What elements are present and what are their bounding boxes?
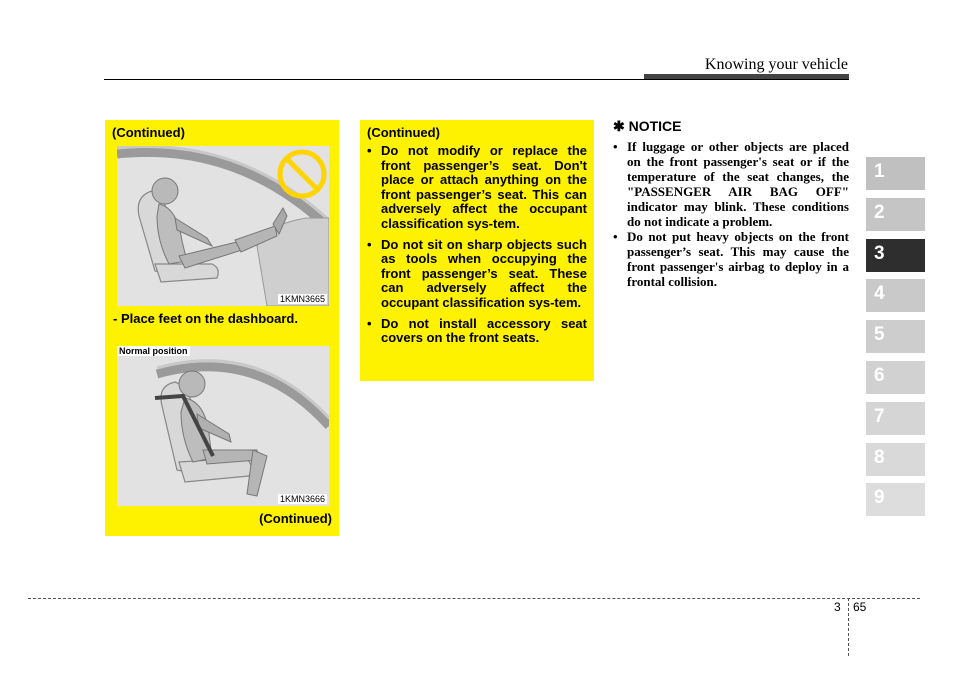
figure-code: 1KMN3665 bbox=[279, 294, 325, 304]
section-number: 3 bbox=[834, 600, 841, 614]
chapter-tabs bbox=[866, 157, 925, 524]
prohibition-icon bbox=[117, 146, 329, 306]
illustration-feet-on-dashboard bbox=[117, 146, 329, 306]
notice-bullet-list bbox=[613, 139, 849, 289]
continued-label-top: (Continued) bbox=[367, 125, 440, 140]
header-rule bbox=[104, 79, 849, 80]
page-number: 65 bbox=[853, 600, 867, 614]
chapter-tab-2[interactable]: 2 bbox=[866, 198, 925, 231]
list-item: • Do not put heavy objects on the front passenger’s seat. This may cause the front passenger's airbag to deploy in a frontal collision. bbox=[613, 229, 849, 289]
chapter-tab-4[interactable]: 4 bbox=[866, 279, 925, 312]
chapter-tab-5[interactable]: 5 bbox=[866, 320, 925, 353]
chapter-tab-6[interactable]: 6 bbox=[866, 361, 925, 394]
figure-caption: - Place feet on the dashboard. bbox=[113, 311, 298, 326]
list-item: • If luggage or other objects are placed on the front passenger's seat or if the temperature of the seat changes, the "PASSENGER AIR BAG OFF" indicator may blink. These conditions do not indicate a problem. bbox=[613, 139, 849, 229]
caution-bullet-list bbox=[367, 144, 587, 352]
continued-label-top: (Continued) bbox=[112, 125, 185, 140]
chapter-tab-1[interactable]: 1 bbox=[866, 157, 925, 190]
running-header: Knowing your vehicle bbox=[704, 56, 848, 73]
figure-code: 1KMN3666 bbox=[279, 494, 325, 504]
list-item: • Do not install accessory seat covers on the front seats. bbox=[367, 317, 587, 346]
chapter-tab-3[interactable]: 3 bbox=[866, 239, 925, 272]
caution-box-text bbox=[360, 120, 594, 381]
chapter-tab-7[interactable]: 7 bbox=[866, 402, 925, 435]
chapter-tab-8[interactable]: 8 bbox=[866, 443, 925, 476]
footer-divider bbox=[848, 598, 849, 656]
list-item: • Do not modify or replace the front passenger’s seat. Don't place or attach anything on the front passenger’s seat. This can adversely affect the occupant classification sys-tem. bbox=[367, 144, 587, 232]
footer-rule bbox=[28, 598, 920, 599]
illustration-normal-position bbox=[117, 346, 329, 506]
notice-heading: ✱ NOTICE bbox=[613, 118, 682, 134]
list-item: • Do not sit on sharp objects such as tools when occupying the front passenger’s seat. These can adversely affect the occupant classification sys-tem. bbox=[367, 238, 587, 311]
figure-tag: Normal position bbox=[119, 346, 188, 356]
chapter-tab-9[interactable]: 9 bbox=[866, 483, 925, 516]
continued-label-bottom: (Continued) bbox=[259, 511, 332, 526]
